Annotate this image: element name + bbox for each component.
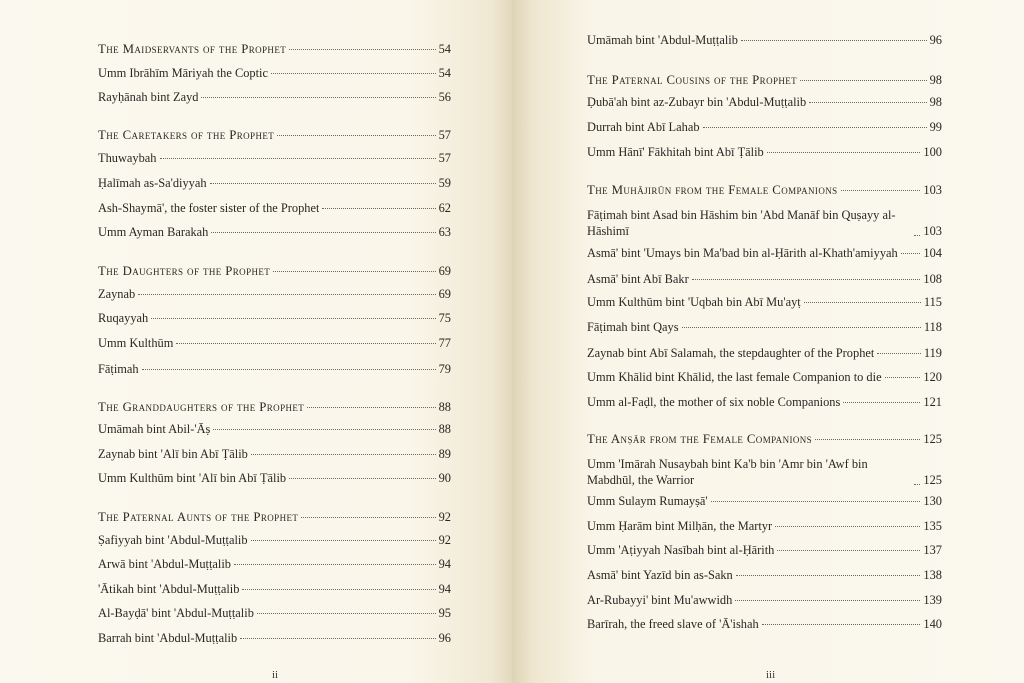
toc-page-number: 135 — [923, 519, 942, 533]
toc-section-heading — [587, 432, 942, 447]
toc-page-number: 130 — [923, 494, 942, 508]
toc-entry-title: Rayḥānah bint Zayd — [98, 90, 199, 104]
toc-page-number: 62 — [438, 201, 451, 215]
toc-page-number: 88 — [438, 400, 451, 414]
toc-page-number: 88 — [438, 422, 451, 436]
toc-section-heading — [98, 400, 451, 415]
toc-page-number: 115 — [923, 295, 942, 309]
toc-entry-title: Umm Sulaym Rumayṣā' — [587, 494, 708, 508]
toc-entry — [98, 176, 451, 191]
toc-page-number: 94 — [438, 582, 451, 596]
toc-entry — [587, 346, 942, 361]
toc-entry-title: Ḥalīmah as-Sa'diyyah — [98, 176, 207, 190]
toc-entry — [98, 471, 451, 486]
toc-page-number: 125 — [923, 473, 942, 488]
toc-entry-title: The Granddaughters of the Prophet — [98, 400, 305, 414]
toc-entry-title: Durrah bint Abī Lahab — [587, 120, 700, 134]
toc-entry — [98, 66, 451, 81]
toc-page-number: 89 — [438, 447, 451, 461]
toc-page-number: 103 — [923, 183, 942, 197]
toc-page-number: 103 — [923, 224, 942, 239]
toc-entry-title: Al-Bayḍā' bint 'Abdul-Muṭṭalib — [98, 606, 254, 620]
dot-leader — [142, 369, 436, 370]
toc-entry — [587, 33, 942, 48]
toc-entry — [98, 362, 451, 377]
toc-entry — [98, 225, 451, 240]
toc-entry — [587, 120, 942, 135]
toc-page-number: 139 — [923, 593, 942, 607]
dot-leader — [277, 135, 435, 136]
toc-entry-title: Umāmah bint Abil-'Āṣ — [98, 422, 211, 436]
dot-leader — [176, 343, 435, 344]
toc-page-number: 121 — [923, 395, 942, 409]
dot-leader — [273, 271, 435, 272]
toc-entry-title: Ash-Shaymā', the foster sister of the Prophet — [98, 201, 320, 215]
toc-entry — [98, 90, 451, 105]
toc-page-number: 96 — [929, 33, 942, 47]
dot-leader — [211, 232, 435, 233]
dot-leader — [234, 564, 436, 565]
dot-leader — [682, 327, 921, 328]
dot-leader — [271, 73, 436, 74]
toc-entry — [98, 447, 451, 462]
toc-section-heading — [98, 510, 451, 525]
toc-entry-title: Fāṭimah bint Qays — [587, 320, 679, 334]
toc-entry-title: Zaynab bint 'Alī bin Abī Ṭālib — [98, 447, 248, 461]
toc-entry-title: Umm 'Imārah Nusaybah bint Ka'b bin 'Amr bin 'Awf bin Mabdhūl, the Warrior — [587, 457, 868, 487]
toc-entry — [98, 606, 451, 621]
toc-entry-title: Asmā' bint Abī Bakr — [587, 272, 689, 286]
toc-entry-title: Umāmah bint 'Abdul-Muṭṭalib — [587, 33, 738, 47]
toc-entry — [587, 320, 942, 335]
dot-leader — [289, 478, 436, 479]
toc-page-number: 56 — [438, 90, 451, 104]
toc-entry — [587, 519, 942, 534]
toc-entry-title: Umm al-Faḍl, the mother of six noble Companions — [587, 395, 841, 409]
toc-entry-title: Barīrah, the freed slave of 'Ā'ishah — [587, 617, 759, 631]
toc-entry-title: Umm Ḥarām bint Milḥān, the Martyr — [587, 519, 773, 533]
toc-entry-title: The Caretakers of the Prophet — [98, 128, 275, 142]
toc-entry-title: Umm Ibrāhīm Māriyah the Coptic — [98, 66, 268, 80]
toc-entry — [587, 494, 942, 509]
dot-leader — [741, 40, 927, 41]
toc-entry-title: Umm Kulthūm bint 'Alī bin Abī Ṭālib — [98, 471, 287, 485]
toc-entry-title: The Daughters of the Prophet — [98, 264, 271, 278]
dot-leader — [289, 49, 435, 50]
toc-entry-title: Umm Hānī' Fākhitah bint Abī Ṭālib — [587, 145, 764, 159]
toc-entry — [98, 557, 451, 572]
dot-leader — [885, 377, 921, 378]
toc-entry-title: The Anṣār from the Female Companions — [587, 432, 813, 446]
toc-entry — [98, 336, 451, 351]
toc-entry — [587, 454, 942, 488]
dot-leader — [322, 208, 435, 209]
dot-leader — [251, 454, 436, 455]
toc-entry-title: Umm Khālid bint Khālid, the last female Companion to die — [587, 370, 882, 384]
dot-leader — [815, 439, 920, 440]
toc-page-number: 108 — [923, 272, 942, 286]
dot-leader — [762, 624, 921, 625]
toc-entry — [587, 272, 942, 287]
toc-page-number: 79 — [438, 362, 451, 376]
dot-leader — [213, 429, 435, 430]
toc-entry — [98, 201, 451, 216]
left-page-folio: ii — [272, 669, 279, 681]
toc-entry — [587, 593, 942, 608]
toc-entry — [587, 543, 942, 558]
toc-entry-title: Zaynab — [98, 287, 136, 301]
toc-page-number: 120 — [923, 370, 942, 384]
toc-page-number: 104 — [923, 246, 942, 260]
toc-entry-title: The Paternal Aunts of the Prophet — [98, 510, 299, 524]
dot-leader — [257, 613, 436, 614]
toc-entry-title: Ḍubā'ah bint az-Zubayr bin 'Abdul-Muṭṭalib — [587, 95, 807, 109]
toc-entry — [587, 145, 942, 160]
toc-section-heading — [98, 264, 451, 279]
toc-entry-title: Asmā' bint Yazīd bin as-Sakn — [587, 568, 733, 582]
toc-entry-title: Thuwaybah — [98, 151, 157, 165]
dot-leader — [914, 235, 920, 236]
dot-leader — [767, 152, 921, 153]
dot-leader — [151, 318, 435, 319]
toc-entry-title: The Muhājirūn from the Female Companions — [587, 183, 838, 197]
toc-section-heading — [587, 73, 942, 88]
toc-page-number: 99 — [929, 120, 942, 134]
toc-page-number: 98 — [929, 95, 942, 109]
dot-leader — [735, 600, 920, 601]
toc-entry-title: Umm 'Aṭiyyah Nasībah bint al-Ḥārith — [587, 543, 775, 557]
toc-entry-title: Asmā' bint 'Umays bin Ma'bad bin al-Ḥārith al-Khath'amiyyah — [587, 246, 898, 260]
dot-leader — [242, 589, 435, 590]
dot-leader — [809, 102, 926, 103]
toc-entry-title: Ar-Rubayyi' bint Mu'awwidh — [587, 593, 733, 607]
dot-leader — [901, 253, 921, 254]
dot-leader — [160, 158, 436, 159]
toc-page-number: 57 — [438, 151, 451, 165]
toc-entry — [587, 370, 942, 385]
toc-entry — [587, 95, 942, 110]
toc-entry — [587, 395, 942, 410]
toc-entry — [587, 568, 942, 583]
toc-section-heading — [587, 183, 942, 198]
dot-leader — [775, 526, 920, 527]
dot-leader — [843, 402, 920, 403]
toc-section-heading — [98, 128, 451, 143]
dot-leader — [841, 190, 921, 191]
toc-entry — [587, 246, 942, 261]
toc-page-number: 95 — [438, 606, 451, 620]
toc-page-number: 54 — [438, 66, 451, 80]
toc-entry-title: Fāṭimah — [98, 362, 139, 376]
toc-entry-title: 'Ātikah bint 'Abdul-Muṭṭalib — [98, 582, 240, 596]
toc-entry-title: Umm Kulthūm — [98, 336, 174, 350]
toc-entry — [98, 422, 451, 437]
toc-entry-title: Umm Ayman Barakah — [98, 225, 209, 239]
toc-entry-title: Fāṭimah bint Asad bin Hāshim bin 'Abd Manāf bin Quṣayy al-Hāshimī — [587, 208, 896, 238]
toc-entry-title: Barrah bint 'Abdul-Muṭṭalib — [98, 631, 238, 645]
toc-page-number: 92 — [438, 510, 451, 524]
toc-entry-title: The Maidservants of the Prophet — [98, 42, 287, 56]
dot-leader — [307, 407, 435, 408]
toc-page-number: 98 — [929, 73, 942, 87]
toc-entry — [98, 533, 451, 548]
toc-page-number: 92 — [438, 533, 451, 547]
right-page — [512, 0, 1024, 683]
toc-page-number: 118 — [923, 320, 942, 334]
toc-entry-title: Umm Kulthūm bint 'Uqbah bin Abī Mu'ayṭ — [587, 295, 801, 309]
toc-entry — [587, 617, 942, 632]
dot-leader — [800, 80, 927, 81]
dot-leader — [804, 302, 921, 303]
toc-page-number: 57 — [438, 128, 451, 142]
dot-leader — [703, 127, 927, 128]
toc-page-number: 63 — [438, 225, 451, 239]
dot-leader — [914, 484, 920, 485]
dot-leader — [711, 501, 921, 502]
toc-entry-title: Ruqayyah — [98, 311, 149, 325]
toc-page-number: 140 — [923, 617, 942, 631]
dot-leader — [777, 550, 920, 551]
toc-page-number: 59 — [438, 176, 451, 190]
toc-entry — [98, 631, 451, 646]
toc-page-number: 75 — [438, 311, 451, 325]
dot-leader — [736, 575, 921, 576]
toc-entry-title: The Paternal Cousins of the Prophet — [587, 73, 798, 87]
toc-entry — [587, 207, 942, 239]
toc-page-number: 90 — [438, 471, 451, 485]
toc-page-number: 69 — [438, 287, 451, 301]
toc-page-number: 137 — [923, 543, 942, 557]
dot-leader — [240, 638, 435, 639]
dot-leader — [210, 183, 436, 184]
toc-entry — [98, 582, 451, 597]
toc-entry — [98, 311, 451, 326]
toc-entry — [98, 151, 451, 166]
toc-page-number: 96 — [438, 631, 451, 645]
toc-entry — [98, 287, 451, 302]
toc-entry — [587, 295, 942, 310]
toc-entry-title: Ṣafiyyah bint 'Abdul-Muṭṭalib — [98, 533, 248, 547]
dot-leader — [201, 97, 435, 98]
dot-leader — [251, 540, 436, 541]
toc-entry-title: Zaynab bint Abī Salamah, the stepdaughter of the Prophet — [587, 346, 875, 360]
toc-page-number: 119 — [923, 346, 942, 360]
dot-leader — [301, 517, 435, 518]
dot-leader — [877, 353, 921, 354]
toc-section-heading — [98, 42, 451, 57]
dot-leader — [692, 279, 921, 280]
toc-page-number: 100 — [923, 145, 942, 159]
toc-page-number: 77 — [438, 336, 451, 350]
right-page-folio: iii — [766, 669, 776, 681]
dot-leader — [138, 294, 435, 295]
toc-page-number: 138 — [923, 568, 942, 582]
toc-page-number: 54 — [438, 42, 451, 56]
toc-page-number: 69 — [438, 264, 451, 278]
toc-page-number: 125 — [923, 432, 942, 446]
toc-entry-title: Arwā bint 'Abdul-Muṭṭalib — [98, 557, 232, 571]
toc-page-number: 94 — [438, 557, 451, 571]
